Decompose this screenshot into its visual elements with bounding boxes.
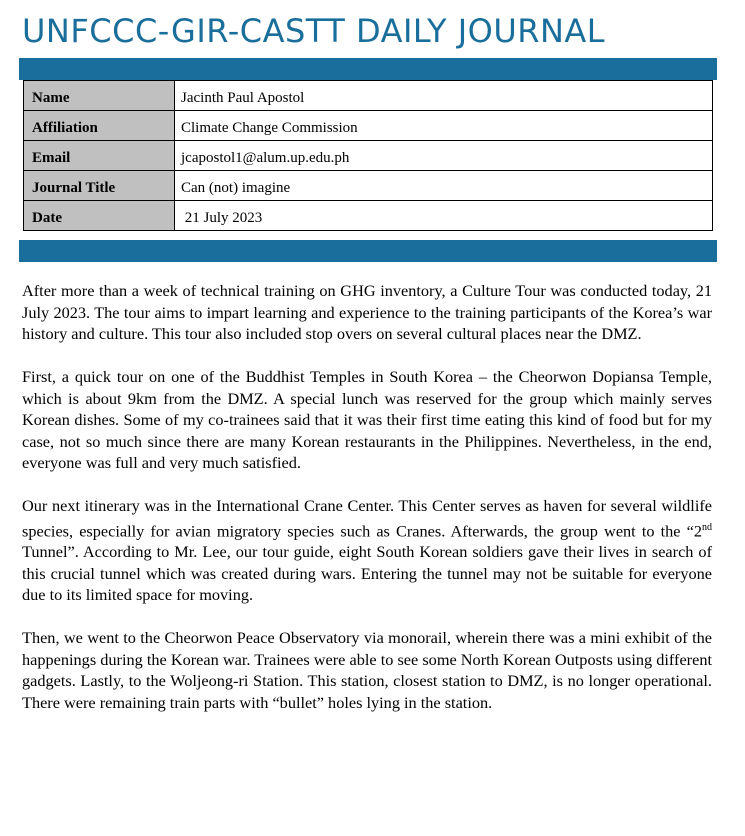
- info-label: Email: [24, 141, 175, 171]
- info-value: 21 July 2023: [175, 201, 713, 231]
- paragraph-text: Tunnel”. According to Mr. Lee, our tour guide, eight South Korean soldiers gave their lives in search of this crucial tunnel which was created during wars. Entering the tunnel may not be suitable for everyone due to its limited space for moving.: [22, 542, 712, 605]
- journal-body: [22, 280, 712, 735]
- journal-title-heading: UNFCCC-GIR-CASTT DAILY JOURNAL: [22, 12, 606, 50]
- header-bar-bottom: [19, 240, 717, 262]
- info-value: Climate Change Commission: [175, 111, 713, 141]
- info-row-journal-title: [24, 171, 713, 201]
- info-label: Date: [24, 201, 175, 231]
- info-value: jcapostol1@alum.up.edu.ph: [175, 141, 713, 171]
- info-label: Name: [24, 81, 175, 111]
- info-row-date: [24, 201, 713, 231]
- info-row-name: [24, 81, 713, 111]
- paragraph: Then, we went to the Cheorwon Peace Observatory via monorail, wherein there was a mini exhibit of the happenings during the Korean war. Trainees were able to see some North Korean Outposts using different gadgets. Lastly, to the Woljeong-ri Station. This station, closest station to DMZ, is no longer operational. There were remaining train parts with “bullet” holes lying in the station.: [22, 628, 712, 712]
- paragraph: [22, 495, 712, 606]
- paragraph-text: Our next itinerary was in the International Crane Center. This Center serves as haven for several wildlife species, especially for avian migratory species such as Cranes. Afterwards, the group went to the “2: [22, 496, 712, 540]
- info-value: Jacinth Paul Apostol: [175, 81, 713, 111]
- header-bar-top: [19, 58, 717, 80]
- paragraph: First, a quick tour on one of the Buddhist Temples in South Korea – the Cheorwon Dopiansa Temple, which is about 9km from the DMZ. A special lunch was reserved for the group which mainly serves Korean dishes. Some of my co-trainees said that it was their first time eating this kind of food but for my case, not so much since there are many Korean restaurants in the Philippines. Nevertheless, in the end, everyone was full and very much satisfied.: [22, 367, 712, 472]
- paragraph: After more than a week of technical training on GHG inventory, a Culture Tour was conducted today, 21 July 2023. The tour aims to impart learning and experience to the training participants of the Korea’s war history and culture. This tour also included stop overs on several cultural places near the DMZ.: [22, 281, 712, 343]
- info-row-email: [24, 141, 713, 171]
- info-value: Can (not) imagine: [175, 171, 713, 201]
- info-table: [23, 80, 713, 231]
- info-row-affiliation: [24, 111, 713, 141]
- info-label: Journal Title: [24, 171, 175, 201]
- info-label: Affiliation: [24, 111, 175, 141]
- ordinal-superscript: nd: [702, 521, 712, 533]
